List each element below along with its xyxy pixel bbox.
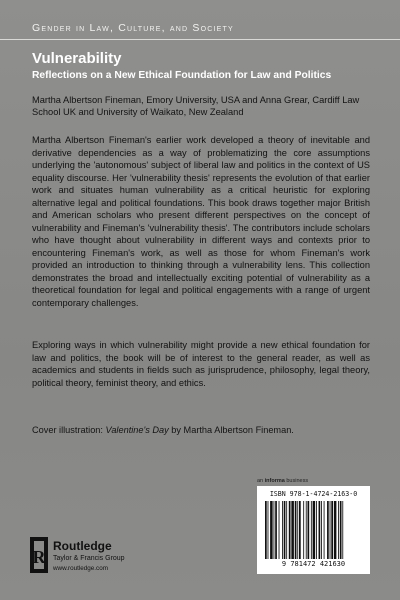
barcode-icon xyxy=(265,501,365,559)
publisher-name: Routledge xyxy=(53,539,112,553)
publisher-group: Taylor & Francis Group xyxy=(53,555,125,562)
description-paragraph-2: Exploring ways in which vulnerability might provide a new ethical foundation for law and politics, the book will be of interest to the general reader, as well as academics and students in fields such as jurisprudence, philosophy, legal theory, political theory, feminist theory, and ethics. xyxy=(32,340,370,388)
series-name: Gender in Law, Culture, and Society xyxy=(32,22,234,34)
description-paragraph-1: Martha Albertson Fineman's earlier work developed a theory of inevitable and derivative dependencies as a way of problematizing the core assumptions underlying the 'autonomous' subject of liberal law and politics in the context of US equality discourse. Her 'vulnerability thesis' represents the evolution of that earlier work and situates human vulnerability as a critical heuristic for exploring alternative legal and political foundations. This book draws together major British and American scholars who present different perspectives on the concept of vulnerability and Fineman's 'vulnerability thesis'. The contributors include scholars who have thought about vulnerability in different ways and contexts prior to encountering Fineman's work, as well as those for whom Fineman's work provided an introduction to thinking through a vulnerability lens. This collection demonstrates the broad and intellectually exciting potential of vulnerability as a theoretical foundation for legal and political engagements with a range of urgent contemporary challenges. xyxy=(32,135,370,308)
credit-prefix: Cover illustration: xyxy=(32,425,106,435)
cover-illustration-credit xyxy=(32,425,294,435)
book-subtitle: Reflections on a New Ethical Foundation for Law and Politics xyxy=(32,70,332,81)
svg-text:R: R xyxy=(32,547,46,567)
informa-tagline xyxy=(257,478,339,484)
informa-prefix: an xyxy=(257,478,265,484)
book-title: Vulnerability xyxy=(32,50,122,67)
credit-suffix: by Martha Albertson Fineman. xyxy=(168,425,294,435)
header-divider xyxy=(0,39,400,40)
informa-brand: informa xyxy=(264,478,285,484)
informa-suffix: business xyxy=(284,478,309,484)
isbn-barcode-panel xyxy=(257,486,370,574)
credit-work-title: Valentine's Day xyxy=(105,425,169,435)
isbn-label: ISBN 978-1-4724-2163-0 xyxy=(269,490,358,498)
publisher-url[interactable]: www.routledge.com xyxy=(53,565,108,572)
editors-line: Martha Albertson Fineman, Emory University, USA and Anna Grear, Cardiff Law School UK and University of Waikato, New Zealand xyxy=(32,95,360,118)
routledge-r-logo-icon xyxy=(30,537,48,573)
barcode-digits: 9 781472 421630 xyxy=(281,560,346,568)
